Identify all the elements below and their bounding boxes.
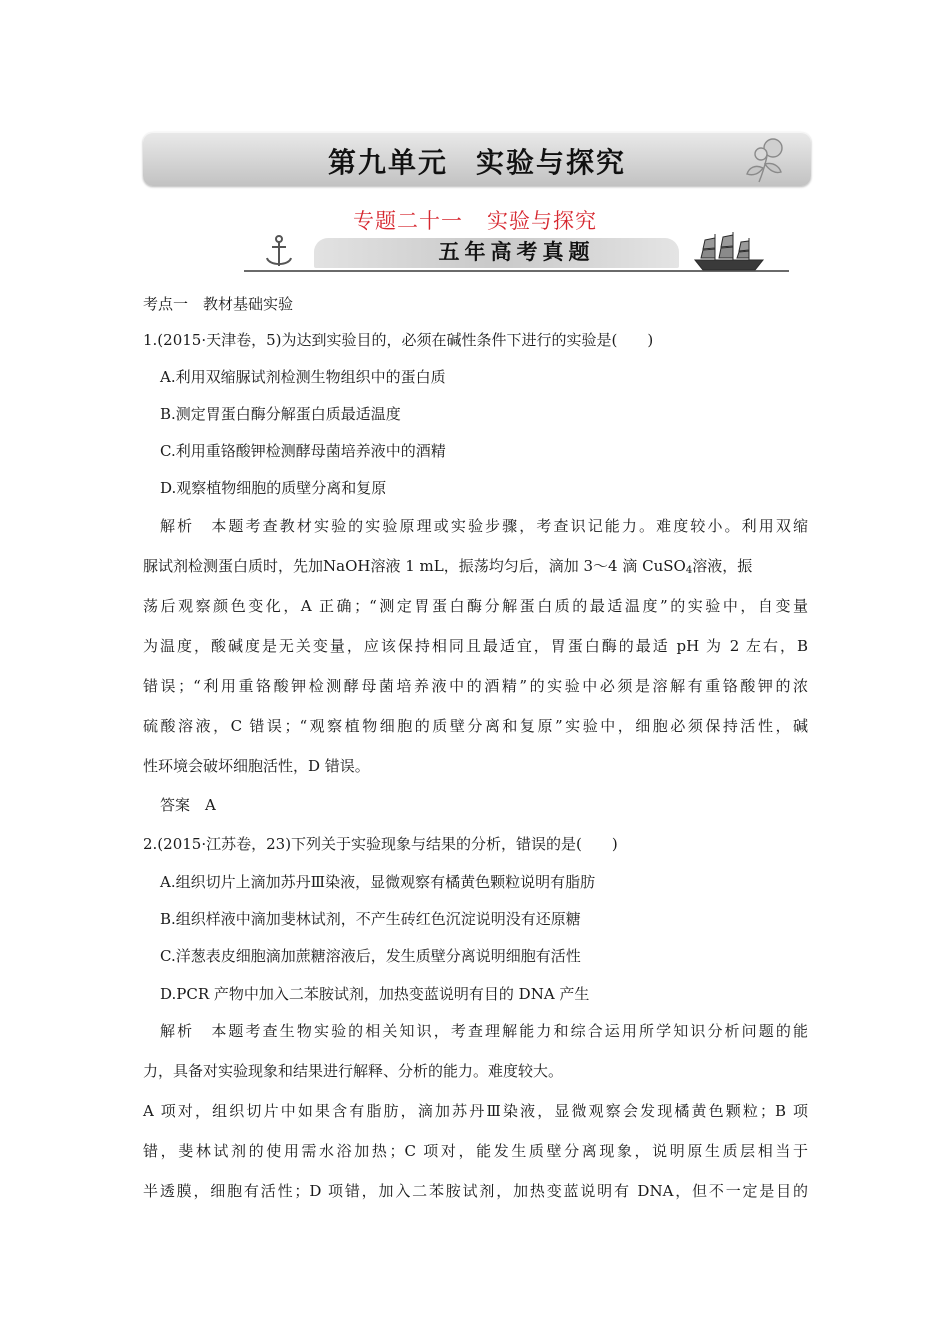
unit-number: 第九单元 <box>327 146 448 179</box>
q2-option-a: A.组织切片上滴加苏丹Ⅲ染液，显微观察有橘黄色颗粒说明有脂肪 <box>160 873 596 891</box>
q2-option-b: B.组织样液中滴加斐林试剂，不产生砖红色沉淀说明没有还原糖 <box>160 910 581 928</box>
question-1-stem: 1.(2015·天津卷，5)为达到实验目的，必须在碱性条件下进行的实验是( ) <box>143 331 654 349</box>
q2-analysis-line: 力，具备对实验现象和结果进行解释、分析的能力。难度较大。 <box>143 1062 564 1080</box>
q1-analysis-line: 硫酸溶液，C 错误；“观察植物细胞的质壁分离和复原”实验中，细胞必须保持活性，碱 <box>143 717 808 735</box>
q1-analysis-line: 性环境会破坏细胞活性，D 错误。 <box>143 757 370 775</box>
q2-option-d: D.PCR 产物中加入二苯胺试剂，加热变蓝说明有目的 DNA 产生 <box>160 985 590 1003</box>
q2-analysis-line: 错，斐林试剂的使用需水浴加热；C 项对，能发生质壁分离现象，说明原生质层相当于 <box>143 1142 808 1160</box>
unit-title <box>143 141 811 181</box>
subscript-4: 4 <box>685 565 693 576</box>
q1-analysis-text: 脲试剂检测蛋白质时，先加NaOH溶液 1 mL，振荡均匀后，滴加 3～4 滴 CuSO <box>143 557 686 575</box>
topic-number: 专题二十一 <box>353 209 463 233</box>
q1-option-a: A.利用双缩脲试剂检测生物组织中的蛋白质 <box>160 368 446 386</box>
q1-analysis-line: 荡后观察颜色变化，A 正确；“测定胃蛋白酶分解蛋白质的最适温度”的实验中，自变量 <box>143 597 808 615</box>
q2-analysis-line: 半透膜，细胞有活性；D 项错，加入二苯胺试剂，加热变蓝说明有 DNA，但不一定是目的 <box>143 1182 808 1200</box>
q1-option-c: C.利用重铬酸钾检测酵母菌培养液中的酒精 <box>160 442 446 460</box>
section-heading: 考点一 教材基础实验 <box>143 295 294 313</box>
q1-analysis-line: 解析 本题考查教材实验的实验原理或实验步骤，考查识记能力。难度较小。利用双缩 <box>160 517 808 535</box>
unit-name: 实验与探究 <box>476 146 627 179</box>
q1-analysis-line: 为温度，酸碱度是无关变量，应该保持相同且最适宜，胃蛋白酶的最适 pH 为 2 左右，B <box>143 637 808 655</box>
unit-banner <box>143 132 811 186</box>
q2-analysis-line: 解析 本题考查生物实验的相关知识，考查理解能力和综合运用所学知识分析问题的能 <box>160 1022 808 1040</box>
q1-analysis-line-formula <box>143 555 752 577</box>
q1-option-d: D.观察植物细胞的质壁分离和复原 <box>160 479 387 497</box>
q1-option-b: B.测定胃蛋白酶分解蛋白质最适温度 <box>160 405 401 423</box>
question-2-stem: 2.(2015·江苏卷，23)下列关于实验现象与结果的分析，错误的是( ) <box>143 835 618 853</box>
exam-band <box>244 232 789 272</box>
q1-answer: 答案 A <box>160 796 216 814</box>
q1-analysis-line: 错误；“利用重铬酸钾检测酵母菌培养液中的酒精”的实验中必须是溶解有重铬酸钾的浓 <box>143 677 808 695</box>
q1-analysis-text-tail: 溶液，振 <box>692 557 753 575</box>
q2-option-c: C.洋葱表皮细胞滴加蔗糖溶液后，发生质壁分离说明细胞有活性 <box>160 947 581 965</box>
flower-icon <box>737 134 797 184</box>
q2-analysis-line: A 项对，组织切片中如果含有脂肪，滴加苏丹Ⅲ染液，显微观察会发现橘黄色颗粒；B 项 <box>143 1102 808 1120</box>
topic-title <box>0 205 950 235</box>
exam-band-title: 五年高考真题 <box>438 240 595 264</box>
ship-icon <box>691 230 769 272</box>
topic-name: 实验与探究 <box>487 209 597 233</box>
